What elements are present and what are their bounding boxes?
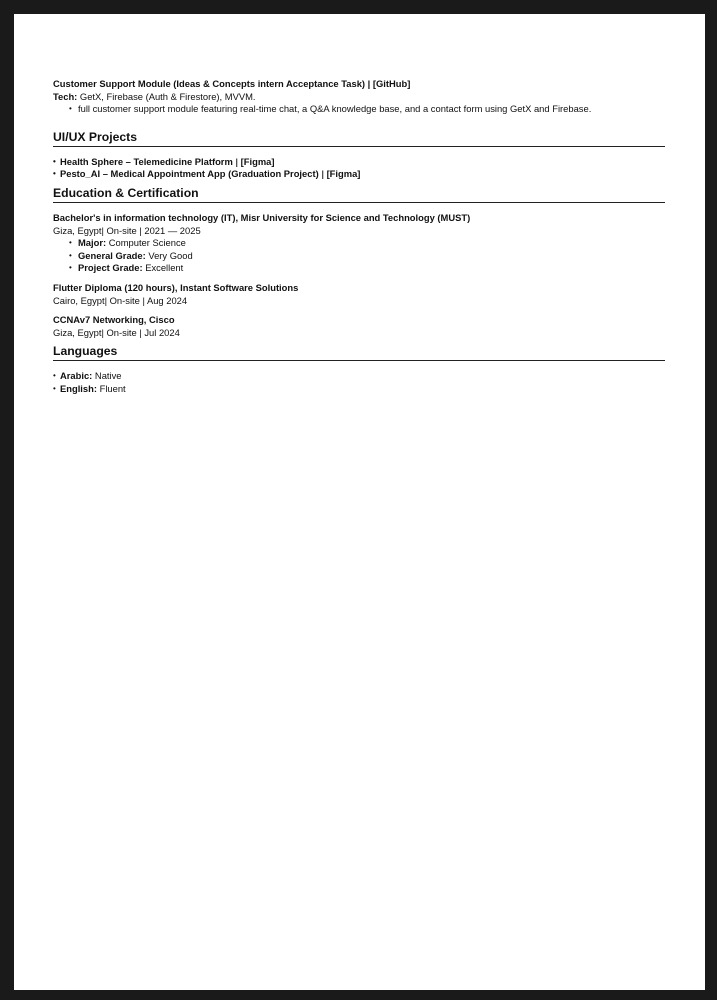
degree-detail	[53, 250, 665, 263]
flutter-meta: Cairo, Egypt| On-site | Aug 2024	[53, 294, 188, 306]
section-heading-education: Education & Certification	[53, 185, 665, 203]
project-bullet: • full customer support module featuring real-time chat, a Q&A knowledge base, and a contact form using GetX and Firebase.	[53, 103, 665, 116]
language-item	[53, 383, 665, 396]
tech-label: Tech:	[53, 90, 78, 102]
project-title: Customer Support Module (Ideas & Concepts intern Acceptance Task) | [GitHub]	[53, 78, 411, 89]
detail-value: Excellent	[142, 262, 184, 274]
detail-label: Project Grade:	[78, 262, 143, 274]
detail-label: Major:	[78, 237, 107, 249]
degree-meta: Giza, Egypt| On-site | 2021 — 2025	[53, 224, 201, 236]
uiux-item	[53, 156, 665, 169]
language-level: Fluent	[96, 382, 126, 394]
tech-value: GetX, Firebase (Auth & Firestore), MVVM.	[77, 90, 256, 102]
uiux-item-separator: |	[232, 155, 241, 167]
uiux-item	[53, 168, 665, 181]
degree-detail	[53, 262, 665, 275]
section-heading-uiux: UI/UX Projects	[53, 129, 665, 147]
flutter-title: Flutter Diploma (120 hours), Instant Software Solutions	[53, 281, 299, 293]
project-tech	[53, 91, 665, 104]
detail-value: Computer Science	[106, 237, 186, 249]
uiux-item-separator: |	[318, 168, 327, 180]
ccna-title: CCNAv7 Networking, Cisco	[53, 314, 175, 326]
uiux-item-name: Health Sphere – Telemedicine Platform	[60, 155, 233, 167]
degree-detail	[53, 237, 665, 250]
detail-value: Very Good	[145, 249, 193, 261]
language-label: Arabic:	[60, 370, 93, 382]
detail-label: General Grade:	[78, 249, 146, 261]
language-item	[53, 370, 665, 383]
language-label: English:	[60, 382, 97, 394]
degree-title: Bachelor's in information technology (IT), Misr University for Science and Technology (MUST)	[53, 211, 471, 223]
uiux-item-name: Pesto_AI – Medical Appointment App (Graduation Project)	[60, 168, 319, 180]
section-heading-languages: Languages	[53, 343, 665, 361]
language-level: Native	[92, 370, 122, 382]
figma-link[interactable]: [Figma]	[326, 168, 361, 180]
figma-link[interactable]: [Figma]	[240, 155, 275, 167]
ccna-meta: Giza, Egypt| On-site | Jul 2024	[53, 326, 180, 338]
resume-page	[14, 14, 705, 990]
resume-content	[53, 78, 665, 396]
